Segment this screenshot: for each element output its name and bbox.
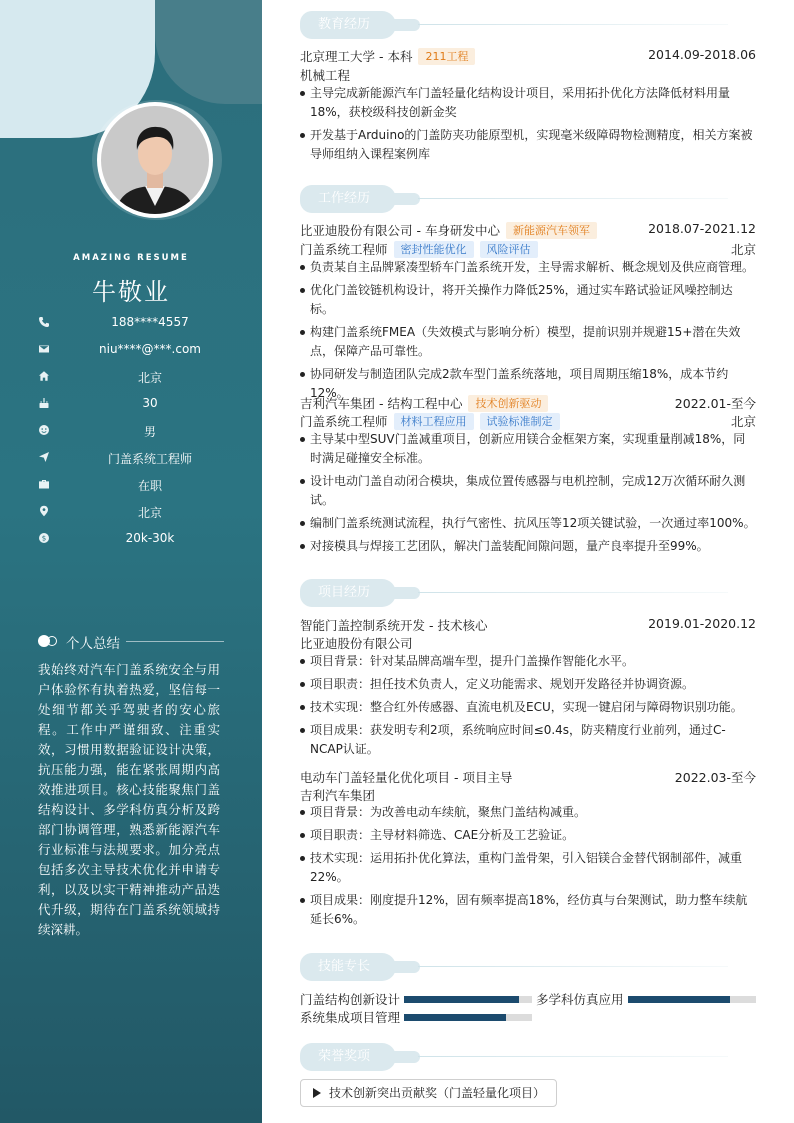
job-role-row: [300, 240, 756, 258]
info-salary-text: 20k-30k: [125, 531, 175, 545]
candidate-name: 牛敬业: [92, 278, 170, 306]
job-company-row: [300, 394, 756, 412]
list-item: 开发基于Arduino的门盖防夹功能原型机，实现毫米级障碍物检测精度，相关方案被导师组纳入课程案例库: [300, 126, 756, 164]
avatar-portrait-icon: [101, 106, 209, 214]
info-position-text: 门盖系统工程师: [107, 452, 192, 466]
job-date: 2018.07-2021.12: [648, 221, 756, 236]
list-item: 项目背景：为改善电动车续航，聚焦门盖结构减重。: [300, 803, 756, 822]
job-bullets: [300, 430, 756, 560]
list-item: 对接模具与焊接工艺团队，解决门盖装配间隙问题，量产良率提升至99%。: [300, 537, 756, 556]
section-skills-pill: [300, 953, 396, 981]
phone-icon: [38, 316, 50, 328]
education-major: 机械工程: [300, 68, 351, 83]
project-date: 2022.03-至今: [674, 770, 756, 785]
education-tag: 211工程: [418, 48, 475, 65]
award-item: [300, 1079, 557, 1107]
project-org: 比亚迪股份有限公司: [300, 636, 413, 651]
send-icon: [38, 451, 50, 463]
skill-bar: [404, 996, 532, 1003]
section-projects-pill: [300, 579, 396, 607]
job-role: 门盖系统工程师: [300, 414, 388, 429]
job-company: 比亚迪股份有限公司 - 车身研发中心: [300, 223, 500, 238]
section-work-pill: [300, 185, 396, 213]
list-item: 项目职责：担任技术负责人，定义功能需求、规划开发路径并协调资源。: [300, 675, 756, 694]
job-role-tag: 材料工程应用: [394, 413, 474, 430]
section-education-header: [300, 11, 756, 39]
list-item: 项目成果：刚度提升12%，固有频率提高18%，经仿真与台架测试，助力整车续航延长6%。: [300, 891, 756, 929]
education-bullets: [300, 84, 756, 168]
list-item: 项目背景：针对某品牌高端车型，提升门盖操作智能化水平。: [300, 652, 756, 671]
resume-tagline: AMAZING RESUME: [73, 253, 189, 263]
job-city: 北京: [730, 242, 756, 257]
summary-divider: [126, 641, 224, 642]
list-item: 优化门盖铰链机构设计，将开关操作力降低25%，通过实车路试验证风噪控制达标。: [300, 281, 756, 319]
list-item: 负责某自主品牌紧凑型轿车门盖系统开发，主导需求解析、概念规划及供应商管理。: [300, 258, 756, 277]
main-content: [300, 0, 756, 1123]
info-position: [0, 447, 262, 474]
section-divider: [418, 1056, 728, 1057]
project-org: 吉利汽车集团: [300, 788, 376, 803]
project-date: 2019.01-2020.12: [648, 616, 756, 631]
list-item: 协同研发与制造团队完成2款车型门盖系统落地，项目周期压缩18%，成本节约12%。: [300, 365, 756, 403]
job-role-tag: 密封性能优化: [394, 241, 474, 258]
skill-item: [300, 990, 532, 1008]
list-item: 主导某中型SUV门盖减重项目，创新应用镁合金框架方案，实现重量削减18%，同时满足碰撞安全标准。: [300, 430, 756, 468]
section-projects-header: [300, 579, 756, 607]
section-divider: [418, 24, 728, 25]
section-awards-header: [300, 1043, 756, 1071]
section-skills-title: 技能专长: [318, 959, 371, 974]
job-role-row: [300, 412, 756, 430]
section-work-title: 工作经历: [318, 191, 371, 206]
home-icon: [38, 370, 50, 382]
info-home: [0, 366, 262, 393]
info-gender-text: 男: [143, 425, 156, 439]
summary-text: 我始终对汽车门盖系统安全与用户体验怀有执着热爱，坚信每一处细节都关乎驾驶者的安心旅程。工作中严谨细致、注重实效，习惯用数据验证设计决策，抗压能力强，能在紧张周期内高效推进项目。核心技能聚焦门盖结构设计、多学科仿真分析及跨部门协调管理，熟悉新能源汽车行业标准与法规要求。加分亮点包括多次主导技术优化并申请专利，以及以实干精神推动产品迭代升级，期待在门盖系统领域持续深耕。: [38, 662, 220, 937]
list-item: 技术实现：整合红外传感器、直流电机及ECU，实现一键启闭与障碍物识别功能。: [300, 698, 756, 717]
list-item: 构建门盖系统FMEA（失效模式与影响分析）模型，提前识别并规避15+潜在失效点，保障产品可靠性。: [300, 323, 756, 361]
project-bullets: [300, 803, 756, 933]
education-school: 北京理工大学 - 本科: [300, 49, 413, 64]
triangle-right-icon: [313, 1088, 321, 1098]
info-phone: [0, 312, 262, 339]
briefcase-icon: [38, 478, 50, 490]
salary-icon: [38, 532, 50, 544]
section-divider: [418, 198, 728, 199]
project-name-row: [300, 616, 756, 634]
job-company-tag: 技术创新驱动: [468, 395, 548, 412]
skill-bar-fill: [404, 996, 519, 1003]
list-item: 编制门盖系统测试流程，执行气密性、抗风压等12项关键试验，一次通过率100%。: [300, 514, 756, 533]
list-item: 主导完成新能源汽车门盖轻量化结构设计项目，采用拓扑优化方法降低材料用量18%，获校级科技创新金奖: [300, 84, 756, 122]
personal-info-list: [0, 312, 262, 555]
location-pin-icon: [38, 505, 50, 517]
list-item: 设计电动门盖自动闭合模块，集成位置传感器与电机控制，完成12万次循环耐久测试。: [300, 472, 756, 510]
section-divider: [418, 966, 728, 967]
info-home-text: 北京: [137, 371, 162, 385]
section-projects-title: 项目经历: [318, 585, 371, 600]
section-skills-header: [300, 953, 756, 981]
section-divider: [418, 592, 728, 593]
section-awards-title: 荣誉奖项: [318, 1049, 371, 1064]
skill-name: 多学科仿真应用: [536, 992, 624, 1007]
info-email: [0, 339, 262, 366]
list-item: 项目成果：获发明专利2项，系统响应时间≤0.4s，防夹精度行业前列，通过C-NCAP认证。: [300, 721, 756, 759]
skill-item: [300, 1008, 532, 1026]
list-item: 项目职责：主导材料筛选、CAE分析及工艺验证。: [300, 826, 756, 845]
list-item: 技术实现：运用拓扑优化算法，重构门盖骨架，引入铝镁合金替代钢制部件，减重22%。: [300, 849, 756, 887]
skill-bar-fill: [628, 996, 730, 1003]
section-work-header: [300, 185, 756, 213]
sidebar-decoration: [155, 0, 262, 104]
job-city: 北京: [730, 414, 756, 429]
avatar: [97, 102, 213, 218]
education-school-row: [300, 47, 756, 65]
project-org-row: [300, 634, 756, 652]
svg-text:$: $: [41, 534, 47, 543]
job-bullets: [300, 258, 756, 407]
summary-title: 个人总结: [66, 636, 120, 652]
project-name-row: [300, 768, 756, 786]
skill-name: 门盖结构创新设计: [300, 992, 401, 1007]
job-role-tag: 试验标准制定: [480, 413, 560, 430]
education-major-row: [300, 66, 756, 84]
project-bullets: [300, 652, 756, 763]
info-location-text: 北京: [137, 506, 162, 520]
project-org-row: [300, 786, 756, 804]
skill-name: 系统集成项目管理: [300, 1010, 401, 1025]
job-date: 2022.01-至今: [674, 396, 756, 411]
info-email-text: niu****@***.com: [99, 342, 201, 356]
project-name: 电动车门盖轻量化优化项目 - 项目主导: [300, 770, 513, 785]
info-gender: [0, 420, 262, 447]
section-awards-pill: [300, 1043, 396, 1071]
info-age: [0, 393, 262, 420]
education-date: 2014.09-2018.06: [648, 47, 756, 62]
job-role-tag: 风险评估: [480, 241, 538, 258]
job-role: 门盖系统工程师: [300, 242, 388, 257]
skill-bar: [628, 996, 756, 1003]
skill-bar: [404, 1014, 532, 1021]
job-company: 吉利汽车集团 - 结构工程中心: [300, 396, 463, 411]
job-company-tag: 新能源汽车领军: [506, 222, 597, 239]
skill-bar-fill: [404, 1014, 506, 1021]
summary-header: [38, 632, 224, 650]
sidebar: [0, 0, 262, 1123]
info-status-text: 在职: [137, 479, 162, 493]
job-company-row: [300, 221, 756, 239]
gender-icon: [38, 424, 50, 436]
info-salary: [0, 528, 262, 555]
section-education-pill: [300, 11, 396, 39]
info-status: [0, 474, 262, 501]
summary-ring-icon: [47, 636, 57, 646]
info-phone-text: 188****4557: [111, 315, 189, 329]
award-name: 技术创新突出贡献奖（门盖轻量化项目）: [329, 1086, 546, 1100]
cake-icon: [38, 397, 50, 409]
skill-item: [536, 990, 756, 1008]
info-age-text: 30: [142, 396, 158, 410]
mail-icon: [38, 343, 50, 355]
project-name: 智能门盖控制系统开发 - 技术核心: [300, 618, 488, 633]
info-location: [0, 501, 262, 528]
section-education-title: 教育经历: [318, 17, 371, 32]
